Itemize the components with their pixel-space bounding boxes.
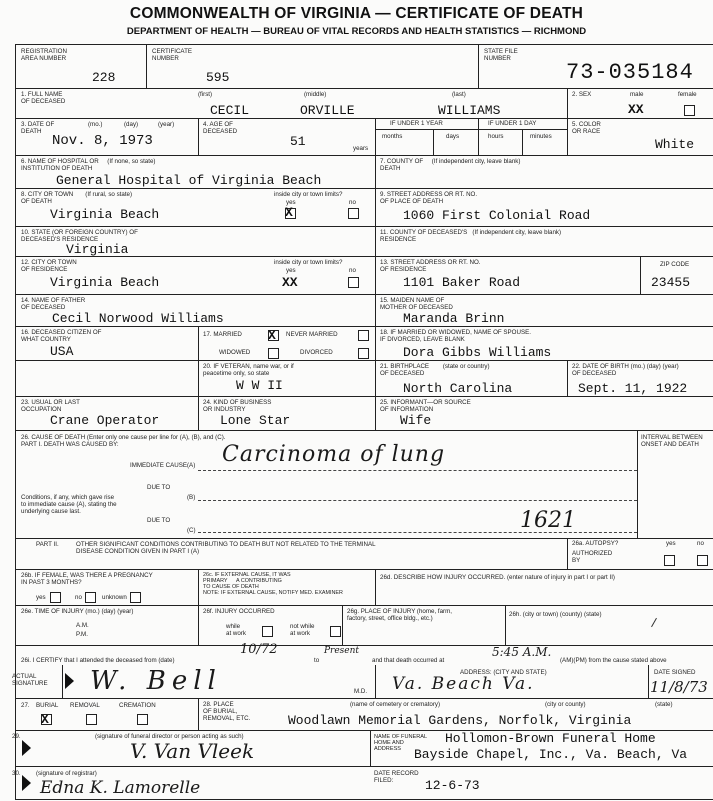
date-of-birth-label: 22. DATE OF BIRTH (mo.) (day) (year) OF DECEASED xyxy=(572,363,679,377)
sign-here-arrow-icon-2 xyxy=(22,740,31,756)
never-married-checkbox[interactable] xyxy=(358,330,369,341)
certificate-number-label: CERTIFICATE NUMBER xyxy=(152,48,192,62)
funeral-home-address: Bayside Chapel, Inc., Va. Beach, Va xyxy=(414,747,688,762)
sign-here-arrow-icon xyxy=(65,673,74,689)
certificate-title: COMMONWEALTH OF VIRGINIA — CERTIFICATE OF DEATH xyxy=(129,5,584,22)
veteran-label: 20. IF VETERAN, name war, or if peacetime only, so state xyxy=(203,363,294,377)
hours-caption: hours xyxy=(488,133,504,140)
sex-male-check-icon: XX xyxy=(628,102,644,117)
describe-injury-label: 26d. DESCRIBE HOW INJURY OCCURRED. (enter nature of injury in part I or part II) xyxy=(380,574,615,581)
mother-name-label: 15. MAIDEN NAME OF MOTHER OF DECEASED xyxy=(380,297,453,311)
county-residence-label: 11. COUNTY OF DECEASED'S (If independent city, leave blank) RESIDENCE xyxy=(380,229,562,243)
street-address-death: 1060 First Colonial Road xyxy=(403,208,591,223)
business: Lone Star xyxy=(220,413,291,428)
pregnancy-unknown-checkbox[interactable] xyxy=(130,592,141,603)
funeral-director-number: 29. xyxy=(12,733,21,740)
injury-am-caption: A.M. xyxy=(76,622,89,629)
registrar-sig-label: (signature of registrar) xyxy=(36,770,97,777)
citizen-country: USA xyxy=(50,344,74,359)
under-one-year-caption: IF UNDER 1 YEAR xyxy=(390,120,443,127)
autopsy-yes-checkbox[interactable] xyxy=(664,555,675,566)
removal-caption: REMOVAL xyxy=(70,702,100,709)
sex-male-caption: male xyxy=(630,91,644,98)
first-name-caption: (first) xyxy=(198,91,213,98)
last-name-caption: (last) xyxy=(452,91,466,98)
registration-area-label: REGISTRATION AREA NUMBER xyxy=(21,48,67,62)
middle-name: ORVILLE xyxy=(300,103,355,118)
city-residence-label: 12. CITY OR TOWN OF RESIDENCE xyxy=(21,259,77,273)
date-filed-label: DATE RECORD FILED: xyxy=(374,770,419,784)
funeral-director-signature: V. Van Vleek xyxy=(130,739,255,763)
first-name: CECIL xyxy=(210,103,250,118)
color-race: White xyxy=(655,137,695,152)
middle-name-caption: (middle) xyxy=(304,91,327,98)
divorced-checkbox[interactable] xyxy=(358,348,369,359)
age-label: 4. AGE OF DECEASED xyxy=(203,121,238,135)
pregnancy-no-checkbox[interactable] xyxy=(85,592,96,603)
city-of-death-label: 8. CITY OR TOWN (If rural, so state) OF DEATH xyxy=(21,191,133,205)
burial-state-caption: (state) xyxy=(655,701,673,708)
pregnancy-yes-caption: yes xyxy=(36,594,46,601)
minutes-caption: minutes xyxy=(530,133,552,140)
conditions-caption: Conditions, if any, which gave rise to immediate cause (A), stating the underlying cause last. xyxy=(21,494,117,515)
autopsy-no-caption: no xyxy=(697,540,704,547)
married-check-icon: X xyxy=(268,328,276,343)
city-residence: Virginia Beach xyxy=(50,275,160,290)
removal-checkbox[interactable] xyxy=(86,714,97,725)
authorized-by-label: AUTHORIZED BY xyxy=(572,550,613,564)
registrar-signature: Edna K. Lamorelle xyxy=(40,778,201,798)
disposition-number: 27. xyxy=(21,702,30,709)
age-years-caption: years xyxy=(353,145,369,152)
inside-yes-caption: yes xyxy=(286,199,296,206)
pregnancy-no-caption: no xyxy=(75,594,82,601)
occupation: Crane Operator xyxy=(50,413,160,428)
cause-code: 1621 xyxy=(520,508,576,533)
under-one-day-caption: IF UNDER 1 DAY xyxy=(488,120,537,127)
date-day-caption: (day) xyxy=(124,121,139,128)
actual-signature-label: ACTUAL SIGNATURE xyxy=(12,673,48,687)
date-of-birth: Sept. 11, 1922 xyxy=(578,381,688,396)
sex-label: 2. SEX xyxy=(572,91,592,98)
full-name-label: 1. FULL NAME OF DECEASED xyxy=(21,91,66,105)
veteran-war: W W II xyxy=(236,378,283,393)
cause-b-caption: (B) xyxy=(187,494,196,501)
widowed-caption: WIDOWED xyxy=(219,349,251,356)
state-residence: Virginia xyxy=(66,242,129,257)
cause-a-handwritten: Carcinoma of lung xyxy=(222,442,446,467)
burial-caption: BURIAL xyxy=(36,702,59,709)
while-at-work-checkbox[interactable] xyxy=(262,626,273,637)
inside-no-caption: no xyxy=(349,199,356,206)
street-residence-label: 13. STREET ADDRESS OR RT. NO. OF RESIDENCE xyxy=(380,259,481,273)
birthplace-label: 21. BIRTHPLACE (state or country) OF DECEASED xyxy=(380,363,490,377)
pregnancy-unknown-caption: unknown xyxy=(102,594,127,601)
res-yes-caption: yes xyxy=(286,267,296,274)
inside-limits-caption: inside city or town limits? xyxy=(274,191,343,198)
attended-to-date: Present xyxy=(324,646,360,656)
autopsy-no-checkbox[interactable] xyxy=(697,555,708,566)
immediate-cause-caption: IMMEDIATE CAUSE xyxy=(130,462,187,469)
time-of-injury-label: 26e. TIME OF INJURY (mo.) (day) (year) xyxy=(21,608,134,615)
hospital-label: 6. NAME OF HOSPITAL OR (If none, so state) INSTITUTION OF DEATH xyxy=(21,158,156,172)
funeral-director-sig-label: (signature of funeral director or person acting as such) xyxy=(95,733,244,740)
res-no-caption: no xyxy=(349,267,356,274)
date-signed-label: DATE SIGNED xyxy=(654,669,696,676)
street-residence: 1101 Baker Road xyxy=(403,275,521,290)
never-married-caption: NEVER MARRIED xyxy=(286,331,338,338)
place-of-injury-label: 26g. PLACE OF INJURY (home, farm, factory, street, office bldg., etc.) xyxy=(347,608,452,622)
res-no-checkbox[interactable] xyxy=(348,277,359,288)
zip-code: 23455 xyxy=(651,275,691,290)
date-of-death-label: 3. DATE OF DEATH xyxy=(21,121,55,135)
while-at-work-caption: while at work xyxy=(226,623,246,637)
external-cause-label: 26c. IF EXTERNAL CAUSE, IT WAS PRIMARY A CONTRIBUTING TO CAUSE OF DEATH NOTE: IF EXTERNAL CAUSE, NOTIFY MED. EXAMINER xyxy=(203,572,343,596)
state-file-number-label: STATE FILE NUMBER xyxy=(484,48,518,62)
occupation-label: 23. USUAL OR LAST OCCUPATION xyxy=(21,399,80,413)
months-caption: months xyxy=(382,133,403,140)
injury-location-label: 26h. (city or town) (county) (state) xyxy=(509,611,602,618)
hospital-name: General Hospital of Virginia Beach xyxy=(56,173,322,188)
res-inside-limits-caption: inside city or town limits? xyxy=(274,259,343,266)
color-race-label: 5. COLOR OR RACE xyxy=(572,121,601,135)
date-signed: 11/8/73 xyxy=(650,678,708,696)
injury-pm-caption: P.M. xyxy=(76,631,88,638)
age-value: 51 xyxy=(290,134,306,149)
registrar-number: 30. xyxy=(12,770,21,777)
county-of-death-label: 7. COUNTY OF (If independent city, leave blank) DEATH xyxy=(380,158,521,172)
burial-city-caption: (city or county) xyxy=(545,701,586,708)
attended-from-date: 10/72 xyxy=(240,642,278,657)
certify-to-caption: to xyxy=(314,657,320,664)
state-file-number: 73-035184 xyxy=(566,60,694,85)
funeral-home-label: NAME OF FUNERAL HOME AND ADDRESS xyxy=(374,734,428,753)
injury-occurred-label: 26f. INJURY OCCURRED xyxy=(203,608,275,615)
cemetery-caption: (name of cemetery or crematory) xyxy=(350,701,441,708)
cause-c-caption: (C) xyxy=(187,527,196,534)
citizen-label: 16. DECEASED CITIZEN OF WHAT COUNTRY xyxy=(21,329,102,343)
sign-here-arrow-icon-3 xyxy=(22,775,31,791)
spouse-name: Dora Gibbs Williams xyxy=(403,345,552,360)
informant: Wife xyxy=(400,413,432,428)
death-time: 5:45 A.M. xyxy=(492,645,552,659)
cremation-caption: CREMATION xyxy=(119,702,156,709)
autopsy-yes-caption: yes xyxy=(666,540,676,547)
burial-check-icon: X xyxy=(41,712,49,727)
registration-area-number: 228 xyxy=(92,70,116,85)
injury-dash-mark xyxy=(651,618,657,627)
part-two-label: PART II. xyxy=(36,541,59,548)
certificate-number: 595 xyxy=(206,70,230,85)
widowed-checkbox[interactable] xyxy=(268,348,279,359)
pregnancy-label: 26b. IF FEMALE, WAS THERE A PREGNANCY IN PAST 3 MONTHS? xyxy=(21,572,153,586)
res-yes-check-icon: XX xyxy=(282,275,298,290)
street-address-death-label: 9. STREET ADDRESS OR RT. NO. OF PLACE OF DEATH xyxy=(380,191,478,205)
last-name: WILLIAMS xyxy=(438,103,501,118)
spouse-label: 18. IF MARRIED OR WIDOWED, NAME OF SPOUSE. IF DIVORCED, LEAVE BLANK xyxy=(380,329,531,343)
date-filed: 12-6-73 xyxy=(425,778,480,793)
informant-label: 25. INFORMANT—OR SOURCE OF INFORMATION xyxy=(380,399,471,413)
not-while-at-work-checkbox[interactable] xyxy=(330,626,341,637)
state-residence-label: 10. STATE (OR FOREIGN COUNTRY) OF DECEASED'S RESIDENCE xyxy=(21,229,138,243)
date-year-caption: (year) xyxy=(158,121,175,128)
due-to-caption-2: DUE TO xyxy=(147,517,171,524)
pregnancy-yes-checkbox[interactable] xyxy=(50,592,61,603)
date-mo-caption: (mo.) xyxy=(88,121,103,128)
certify-label: 26i. I CERTIFY that I attended the deceased from (date) xyxy=(21,657,175,664)
funeral-home-name: Hollomon-Brown Funeral Home xyxy=(445,731,656,746)
sex-female-caption: female xyxy=(678,91,697,98)
autopsy-label: 26a. AUTOPSY? xyxy=(572,540,619,547)
not-while-at-work-caption: not while at work xyxy=(290,623,315,637)
cause-of-death-label: 26. CAUSE OF DEATH (Enter only one cause per line for (A), (B), and (C). PART I. DEATH WAS CAUSED BY: xyxy=(21,434,226,448)
business-label: 24. KIND OF BUSINESS OR INDUSTRY xyxy=(203,399,272,413)
divorced-caption: DIVORCED xyxy=(300,349,333,356)
cremation-checkbox[interactable] xyxy=(137,714,148,725)
father-name-label: 14. NAME OF FATHER OF DECEASED xyxy=(21,297,86,311)
ampm-caption: (AM)(PM) from the cause stated above xyxy=(560,657,667,664)
physician-signature: W. Bell xyxy=(90,666,222,696)
death-occurred-caption: and that death occurred at xyxy=(372,657,445,664)
married-caption: 17. MARRIED xyxy=(203,331,242,338)
days-caption: days xyxy=(446,133,460,140)
part-two-text: OTHER SIGNIFICANT CONDITIONS CONTRIBUTING TO DEATH BUT NOT RELATED TO THE TERMINAL DISEASE CONDITION GIVEN IN PART I (A) xyxy=(76,541,376,555)
physician-address-label: ADDRESS: (CITY AND STATE) xyxy=(460,669,547,676)
place-of-burial: Woodlawn Memorial Gardens, Norfolk, Virginia xyxy=(288,713,632,728)
city-of-death: Virginia Beach xyxy=(50,207,160,222)
cause-a-caption: (A) xyxy=(187,462,196,469)
physician-address: Va. Beach Va. xyxy=(392,674,535,694)
inside-yes-check-icon: X xyxy=(285,205,293,220)
due-to-caption-1: DUE TO xyxy=(147,484,171,491)
inside-no-checkbox[interactable] xyxy=(348,208,359,219)
date-of-death: Nov. 8, 1973 xyxy=(52,133,153,149)
certificate-subtitle: DEPARTMENT OF HEALTH — BUREAU OF VITAL RECORDS AND HEALTH STATISTICS — RICHMOND xyxy=(126,26,587,37)
md-caption: M.D. xyxy=(354,688,368,695)
interval-label: INTERVAL BETWEEN ONSET AND DEATH xyxy=(641,434,703,448)
mother-name: Maranda Brinn xyxy=(403,311,505,326)
father-name: Cecil Norwood Williams xyxy=(52,311,224,326)
place-of-burial-label: 28. PLACE OF BURIAL, REMOVAL, ETC. xyxy=(203,701,251,722)
birthplace: North Carolina xyxy=(403,381,513,396)
sex-female-checkbox[interactable] xyxy=(684,105,695,116)
zip-code-label: ZIP CODE xyxy=(660,261,690,268)
